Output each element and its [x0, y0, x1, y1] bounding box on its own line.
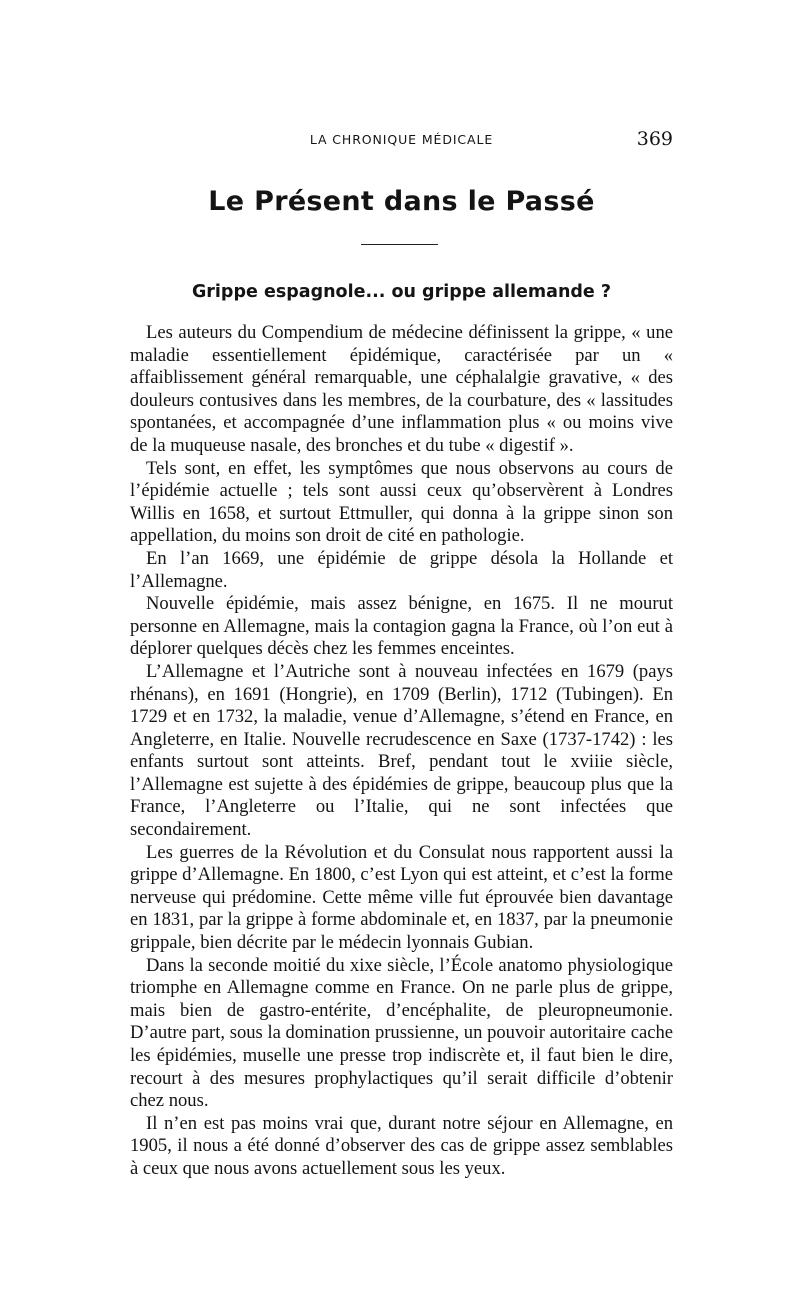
paragraph: Les guerres de la Révolution et du Consulat nous rapportent aussi la grippe d’Allemagne. En 1800, c’est Lyon qui est atteint, et c’est la forme nerveuse qui prédomine. Cette même ville fut éprouvée bien davantage en 1831, par la grippe à forme abdominale et, en 1837, par la pneumonie grippale, bien décrite par le médecin lyonnais Gubian. [130, 841, 673, 954]
paragraph: Tels sont, en effet, les symptômes que nous observons au cours de l’épidémie actuelle ; tels sont aussi ceux qu’observèrent à Londres Willis en 1658, et surtout Ettmuller, qui donna à la grippe sinon son appellation, du moins son droit de cité en pathologie. [130, 457, 673, 547]
article-body [130, 322, 673, 1181]
article-title: Le Présent dans le Passé [208, 186, 595, 217]
paragraph: Il n’en est pas moins vrai que, durant notre séjour en Allemagne, en 1905, il nous a été donné d’observer des cas de grippe assez semblables à ceux que nous avons actuellement sous les yeux. [130, 1112, 673, 1179]
paragraph: Nouvelle épidémie, mais assez bénigne, en 1675. Il ne mourut personne en Allemagne, mais la contagion gagna la France, où l’on eut à déplorer quelques décès chez les femmes enceintes. [130, 593, 673, 660]
paragraph: Les auteurs du Compendium de médecine définissent la grippe, « une maladie essentiellement épidémique, caractérisée par un « affaiblissement général remarquable, une céphalalgie gravative, « des douleurs contusives dans les membres, de la courbature, des « lassitudes spontanées, et accompagnée d’une inflammation plus « ou moins vive de la muqueuse nasale, des bronches et du tube « digestif ». [130, 322, 673, 456]
journal-title: LA CHRONIQUE MÉDICALE [309, 132, 494, 147]
page-number: 369 [636, 128, 673, 150]
running-header [130, 128, 673, 156]
article-subtitle: Grippe espagnole... ou grippe allemande ? [191, 282, 612, 302]
paragraph: L’Allemagne et l’Autriche sont à nouveau infectées en 1679 (pays rhénans), en 1691 (Hongrie), en 1709 (Berlin), 1712 (Tubingen). En 1729 et en 1732, la maladie, venue d’Allemagne, s’étend en France, en Angleterre, en Italie. Nouvelle recrudescence en Saxe (1737-1742) : les enfants surtout sont atteints. Bref, pendant tout le xviiie siècle, l’Allemagne est sujette à des épidémies de grippe, beaucoup plus que la France, l’Angleterre ou l’Italie, qui ne sont infectées que secondairement. [130, 660, 673, 841]
paragraph: En l’an 1669, une épidémie de grippe désola la Hollande et l’Allemagne. [130, 547, 673, 592]
paragraph: Dans la seconde moitié du xixe siècle, l’École anatomo physiologique triomphe en Allemagne comme en France. On ne parle plus de grippe, mais bien de gastro-entérite, d’encéphalite, de pleuropneumonie. D’autre part, sous la domination prussienne, un pouvoir autoritaire cache les épidémies, muselle une presse trop indiscrète et, il faut bien le dire, recourt à des mesures prophylactiques qu’il serait difficile d’obtenir chez nous. [130, 954, 673, 1112]
title-divider [361, 244, 438, 245]
